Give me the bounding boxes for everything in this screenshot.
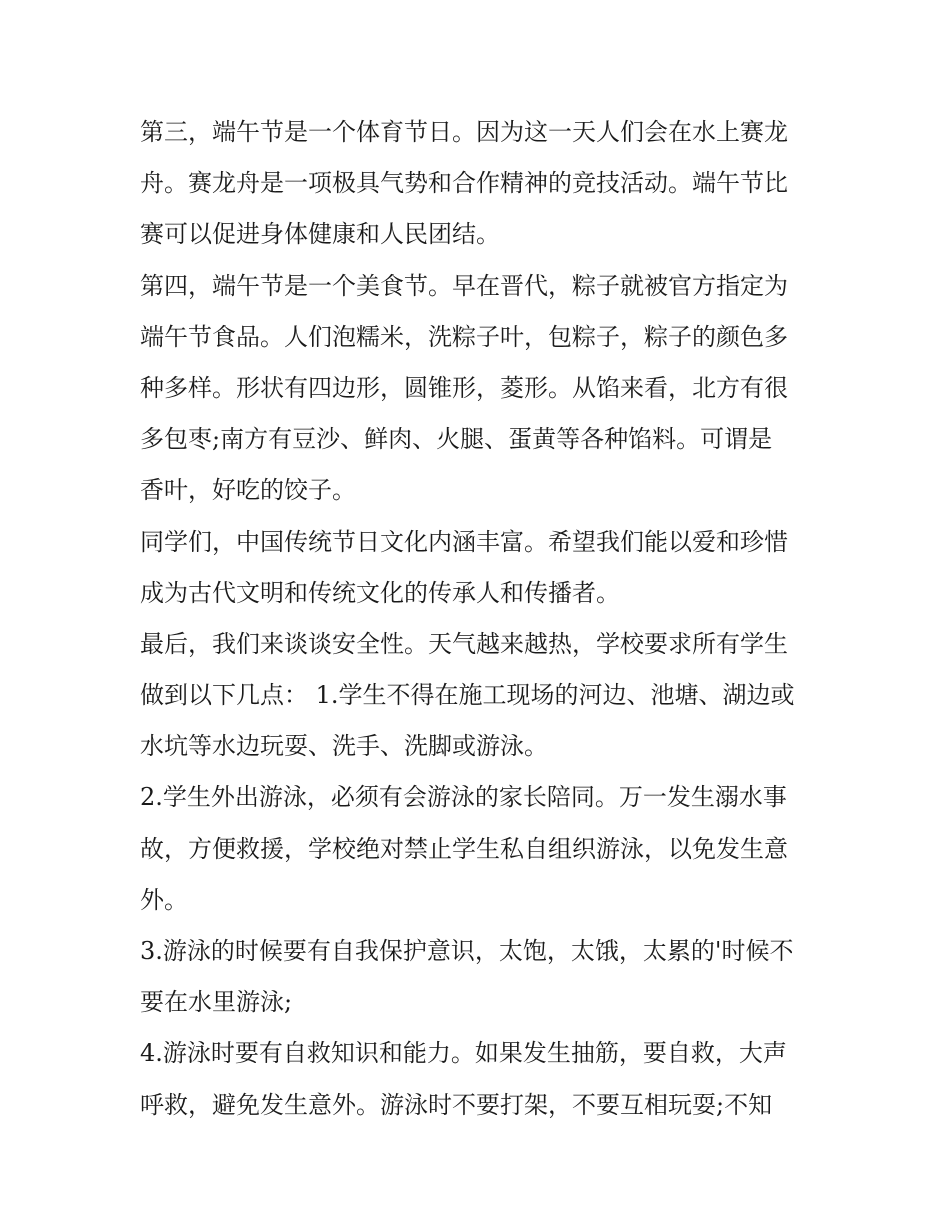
text-line: 多包枣;南方有豆沙、鲜肉、火腿、蛋黄等各种馅料。可谓是	[140, 425, 773, 454]
text-line: 故，方便救援，学校绝对禁止学生私自组织游泳，以免发生意	[140, 834, 788, 863]
text-line: 香叶，好吃的饺子。	[140, 476, 356, 505]
text-line: 赛可以促进身体健康和人民团结。	[140, 220, 500, 249]
text-line: 做到以下几点： 1.学生不得在施工现场的河边、池塘、湖边或	[140, 681, 795, 710]
text-line: 第四，端午节是一个美食节。早在晋代，粽子就被官方指定为	[140, 271, 788, 300]
text-line: 外。	[140, 885, 188, 914]
text-line: 种多样。形状有四边形，圆锥形，菱形。从馅来看，北方有很	[140, 373, 788, 402]
text-line: 第三，端午节是一个体育节日。因为这一天人们会在水上赛龙	[140, 118, 788, 146]
text-line: 3.游泳的时候要有自我保护意识，太饱，太饿，太累的'时候不	[140, 937, 794, 965]
text-line: 2.学生外出游泳，必须有会游泳的家长陪同。万一发生溺水事	[140, 783, 787, 812]
text-line: 成为古代文明和传统文化的传承人和传播者。	[140, 578, 620, 607]
text-line: 最后，我们来谈谈安全性。天气越来越热，学校要求所有学生	[140, 629, 788, 658]
text-line: 水坑等水边玩耍、洗手、洗脚或游泳。	[140, 732, 548, 761]
body-text	[140, 107, 820, 1131]
text-line: 舟。赛龙舟是一项极具气势和合作精神的竞技活动。端午节比	[140, 169, 788, 198]
text-line: 同学们，中国传统节日文化内涵丰富。希望我们能以爱和珍惜	[140, 527, 788, 556]
text-line: 端午节食品。人们泡糯米，洗粽子叶，包粽子，粽子的颜色多	[140, 322, 788, 351]
text-line: 4.游泳时要有自救知识和能力。如果发生抽筋，要自救，大声	[140, 1039, 787, 1068]
text-line: 呼救，避免发生意外。游泳时不要打架，不要互相玩耍;不知	[140, 1090, 773, 1119]
text-line: 要在水里游泳;	[140, 988, 293, 1017]
